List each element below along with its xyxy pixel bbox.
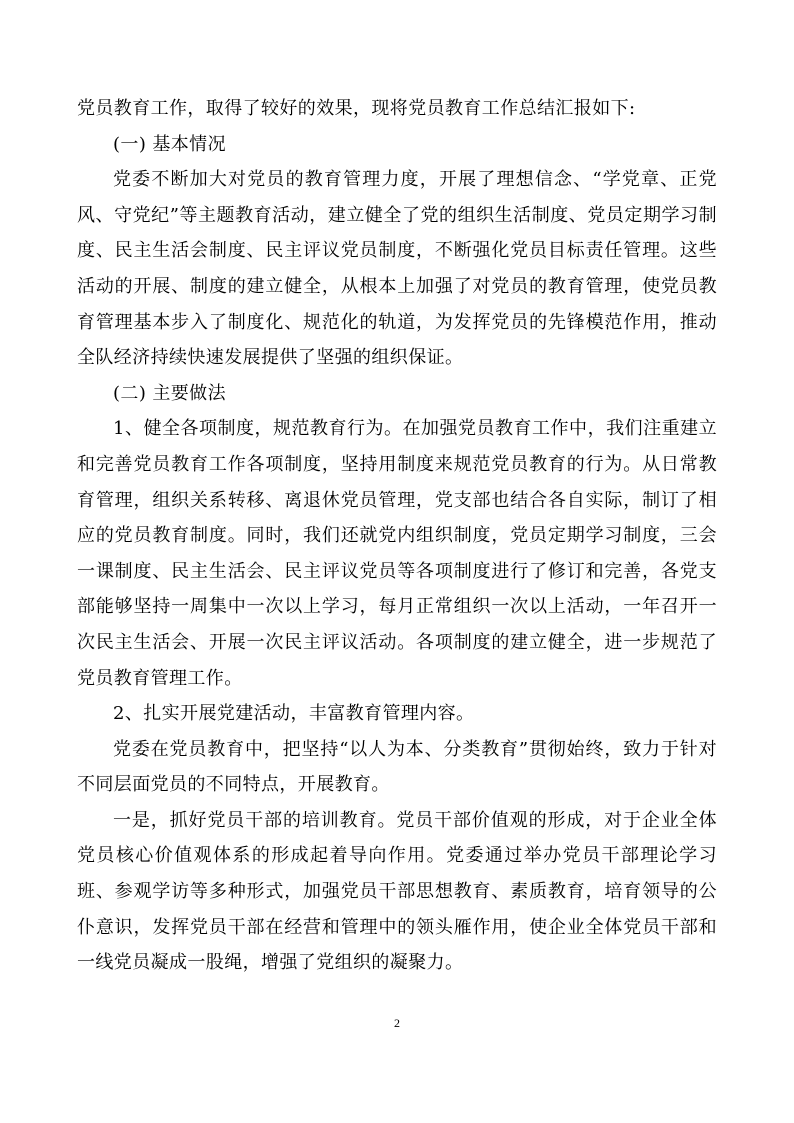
paragraph-practice-2-heading: 2、扎实开展党建活动，丰富教育管理内容。 xyxy=(113,703,475,725)
paragraph-practice-1: 1、健全各项制度，规范教育行为。在加强党员教育工作中，我们注重建立和完善党员教育工作各项制度，坚持用制度来规范党员教育的行为。从日常教育管理，组织关系转移、离退休党员管理，党支部也结合各自实际，制订了相应的党员教育制度。同时，我们还就党内组织制度，党员定期学习制度，三会一课制度、民主生活会、民主评议党员等各项制度进行了修订和完善，各党支部能够坚持一周集中一次以上学习，每月正常组织一次以上活动，一年召开一次民主生活会、开展一次民主评议活动。各项制度的建立健全，进一步规范了党员教育管理工作。 xyxy=(77,418,717,689)
section-heading-basic-situation: (一) 基本情况 xyxy=(113,133,226,155)
paragraph-basic-situation: 党委不断加大对党员的教育管理力度，开展了理想信念、“学党章、正党风、守党纪”等主题教育活动，建立健全了党的组织生活制度、党员定期学习制度、民主生活会制度、民主评议党员制度，不断强化党员目标责任管理。这些活动的开展、制度的建立健全，从根本上加强了对党员的教育管理，使党员教育管理基本步入了制度化、规范化的轨道，为发挥党员的先锋模范作用，推动全队经济持续快速发展提供了坚强的组织保证。 xyxy=(77,169,717,369)
page-number: 2 xyxy=(394,1016,400,1030)
paragraph-cadre-training: 一是，抓好党员干部的培训教育。党员干部价值观的形成，对于企业全体党员核心价值观体系的形成起着导向作用。党委通过举办党员干部理论学习班、参观学访等多种形式，加强党员干部思想教育、素质教育，培育领导的公仆意识，发挥党员干部在经营和管理中的领头雁作用，使企业全体党员干部和一线党员凝成一股绳，增强了党组织的凝聚力。 xyxy=(77,809,717,974)
paragraph-intro: 党员教育工作，取得了较好的效果，现将党员教育工作总结汇报如下: xyxy=(77,98,636,119)
paragraph-practice-2-body: 党委在党员教育中，把坚持“以人为本、分类教育”贯彻始终，致力于针对不同层面党员的不同特点，开展教育。 xyxy=(77,738,717,796)
document-body xyxy=(77,91,717,981)
section-heading-main-practices: (二) 主要做法 xyxy=(113,382,226,404)
